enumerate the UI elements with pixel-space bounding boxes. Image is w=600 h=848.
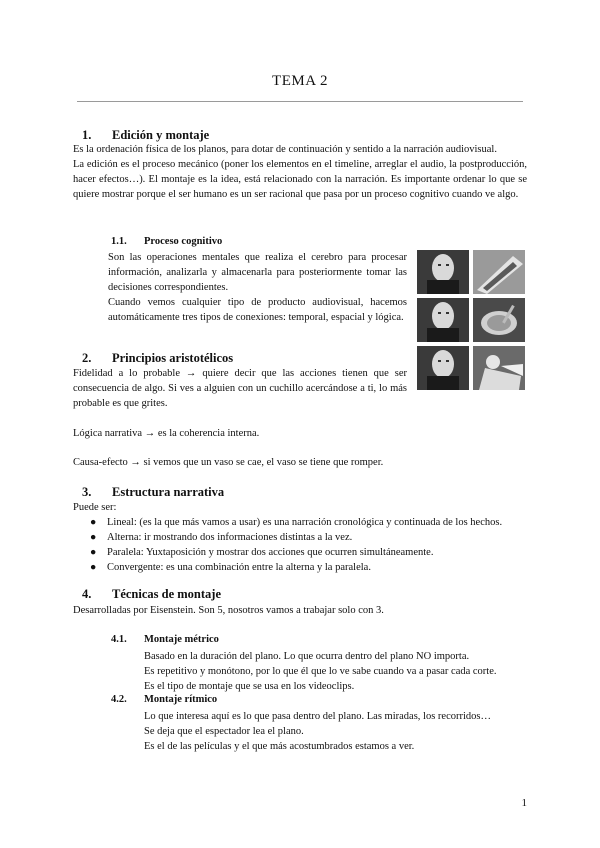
section-3-number: 3.	[82, 485, 92, 499]
subsection-1-1-paragraph-2: Cuando vemos cualquier tipo de producto audiovisual, hacemos automáticamente tres tipos de conexiones: temporal, espacial y lógica.	[108, 297, 407, 323]
face-photo-2	[417, 298, 469, 342]
section-2-paragraph-2: Lógica narrativa → es la coherencia interna.	[73, 428, 260, 439]
woman-reclining-photo	[473, 346, 525, 390]
subsection-4-1-number: 4.1.	[111, 634, 127, 645]
subsection-4-1-line-1: Basado en la duración del plano. Lo que ocurra dentro del plano NO importa.	[144, 651, 470, 662]
subsection-1-1-paragraph-1: Son las operaciones mentales que realiza el cerebro para procesar información, analizarla y almacenarla para posteriormente tomar las decisiones correspondientes.	[108, 252, 407, 293]
section-1-title: Edición y montaje	[112, 128, 210, 142]
soup-bowl-photo	[473, 298, 525, 342]
section-3-intro: Puede ser:	[73, 502, 117, 513]
section-2-heading	[82, 351, 233, 366]
section-3-heading	[82, 485, 224, 500]
subsection-4-1-line-2: Es repetitivo y monótono, por lo que él que lo ve sabe cuando va a pasar cada corte.	[144, 666, 497, 677]
bullet-icon: ●	[90, 562, 97, 573]
subsection-1-1-title: Proceso cognitivo	[144, 236, 223, 247]
bullet-icon: ●	[90, 547, 97, 558]
page-number: 1	[521, 797, 527, 809]
section-3-title: Estructura narrativa	[112, 485, 225, 499]
subsection-4-1-title: Montaje métrico	[144, 634, 219, 645]
subsection-1-1-heading	[111, 236, 222, 247]
section-1-number: 1.	[82, 128, 92, 142]
section-2-number: 2.	[82, 351, 92, 365]
subsection-4-1-line-3: Es el tipo de montaje que se usa en los videoclips.	[144, 681, 355, 692]
section-4-number: 4.	[82, 587, 92, 601]
face-photo-3	[417, 346, 469, 390]
section-1-heading	[82, 128, 209, 143]
section-2-title: Principios aristotélicos	[112, 351, 234, 365]
subsection-4-1-heading	[111, 634, 219, 645]
subsection-4-2-number: 4.2.	[111, 694, 127, 705]
coffin-photo	[473, 250, 525, 294]
section-2-paragraph-1: Fidelidad a lo probable → quiere decir que las acciones tienen que ser consecuencia de algo. Si ves a alguien con un cuchillo acercándose a ti, lo más probable es que grites.	[73, 368, 407, 409]
face-photo-1	[417, 250, 469, 294]
section-4-heading	[82, 587, 221, 602]
list-item: ● Paralela: Yuxtaposición y mostrar dos acciones que ocurren simultáneamente.	[90, 547, 434, 558]
subsection-4-2-line-3: Es el de las películas y el que más acostumbrados estamos a ver.	[144, 741, 415, 752]
title-rule	[77, 101, 523, 102]
subsection-4-2-line-1: Lo que interesa aquí es lo que pasa dentro del plano. Las miradas, los recorridos…	[144, 711, 491, 722]
list-item: ● Convergente: es una combinación entre la alterna y la paralela.	[90, 562, 371, 573]
bullet-icon: ●	[90, 532, 97, 543]
subsection-4-2-title: Montaje rítmico	[144, 694, 218, 705]
subsection-4-2-line-2: Se deja que el espectador lea el plano.	[144, 726, 304, 737]
list-item: ● Alterna: ir mostrando dos informaciones distintas a la vez.	[90, 532, 353, 543]
section-1-paragraph-1: Es la ordenación física de los planos, para dotar de continuación y sentido a la narración audiovisual.	[73, 144, 497, 155]
subsection-1-1-number: 1.1.	[111, 236, 127, 247]
bullet-icon: ●	[90, 517, 97, 528]
section-1-paragraph-2: La edición es el proceso mecánico (poner los elementos en el timeline, arreglar el audio, la postproducción, hacer efectos…). El montaje es la idea, está relacionado con la narración. Es importante ordenar lo que se quiere mostrar porque el ser humano es un ser racional que pasa por un proceso cognitivo cuando ve algo.	[73, 159, 527, 200]
section-4-title: Técnicas de montaje	[112, 587, 222, 601]
page-title: TEMA 2	[272, 73, 328, 89]
list-item: ● Lineal: (es la que más vamos a usar) es una narración cronológica y continuada de los hechos.	[90, 517, 503, 528]
subsection-4-2-heading	[111, 694, 217, 705]
section-2-paragraph-3: Causa-efecto → si vemos que un vaso se cae, el vaso se tiene que romper.	[73, 457, 384, 468]
section-4-intro: Desarrolladas por Eisenstein. Son 5, nosotros vamos a trabajar solo con 3.	[73, 605, 384, 616]
